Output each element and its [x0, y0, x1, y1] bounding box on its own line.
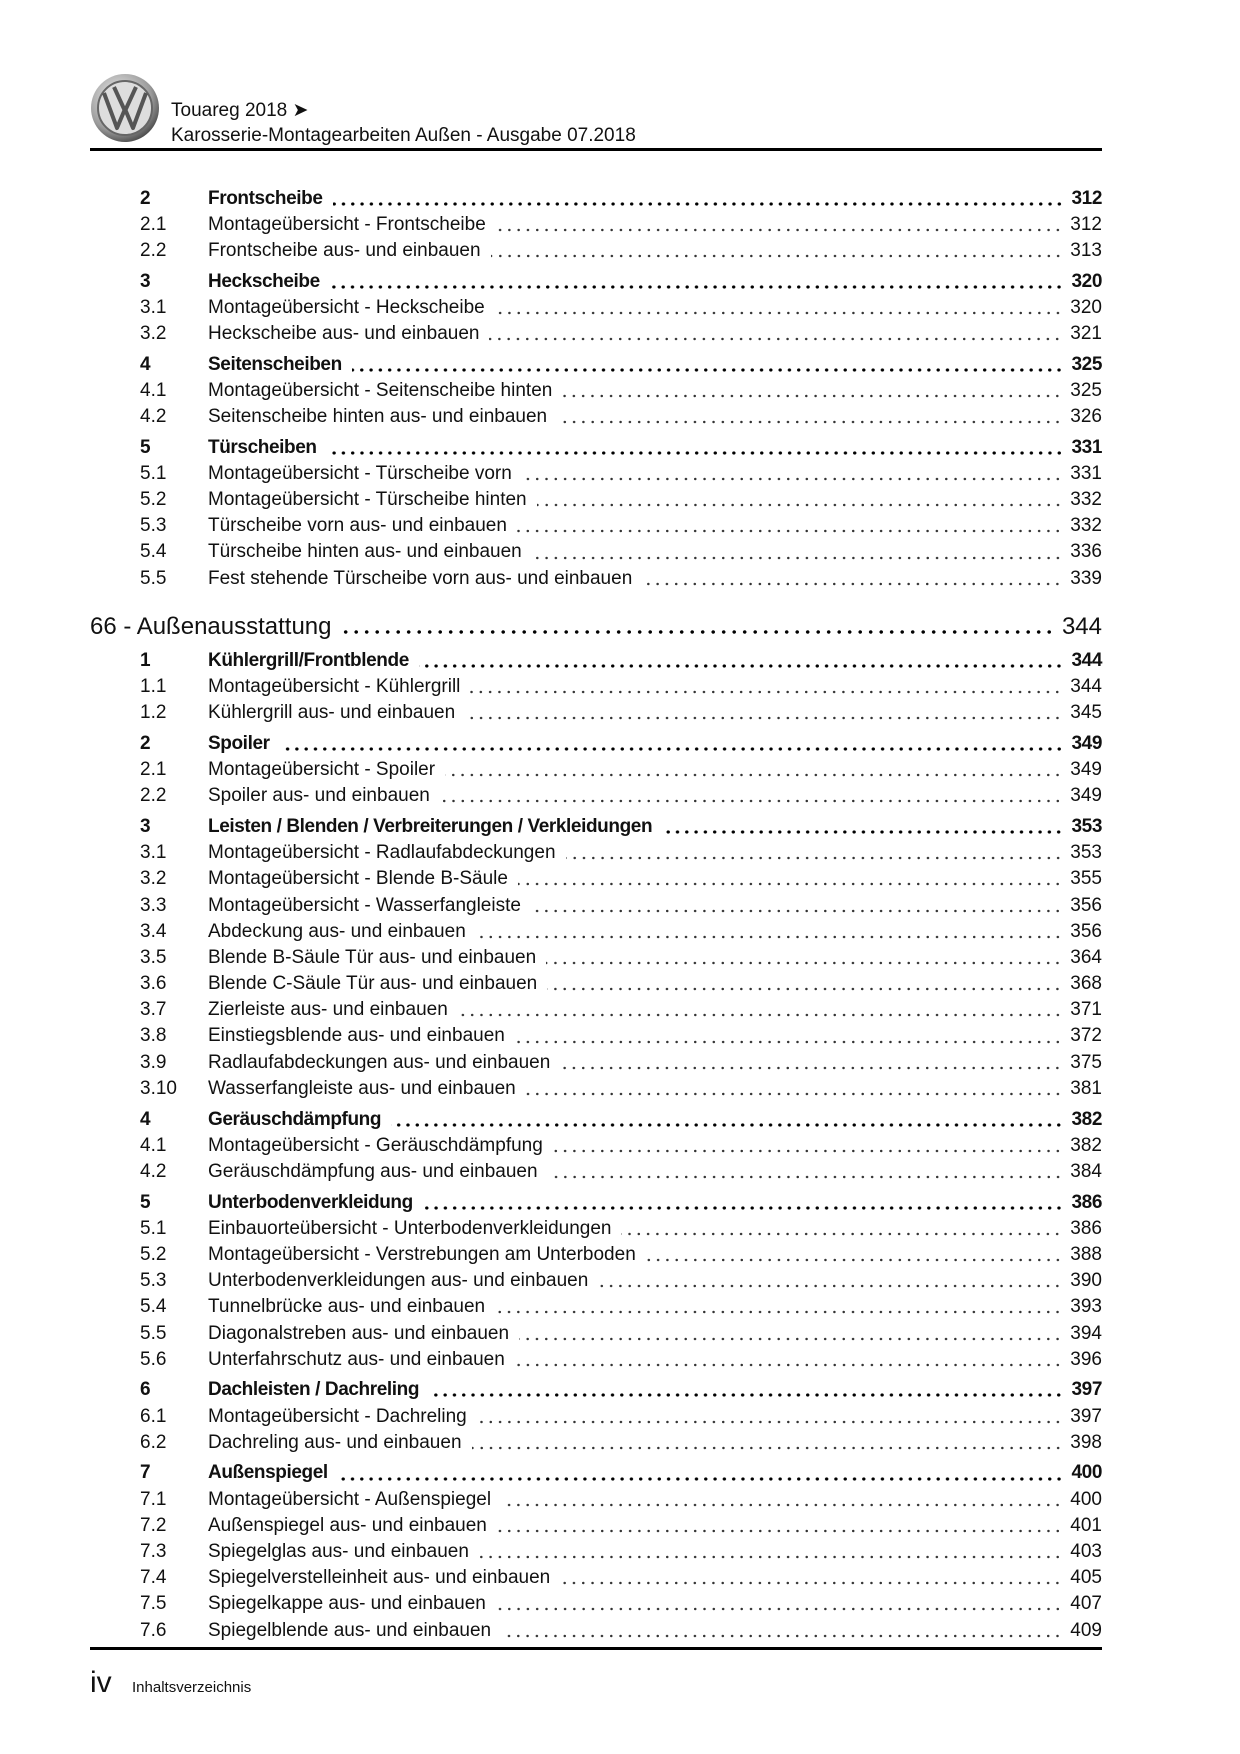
toc-page: 344 — [1070, 676, 1102, 697]
toc-page: 396 — [1070, 1348, 1102, 1370]
toc-title: Heckscheibe aus- und einbauen — [208, 322, 480, 344]
dot-leader — [445, 772, 1062, 778]
toc-number: 2.2 — [140, 239, 167, 261]
toc-section[interactable] — [90, 1190, 1102, 1216]
dot-leader — [560, 1580, 1062, 1586]
toc-entry[interactable] — [90, 1294, 1102, 1320]
toc-title: Montageübersicht - Radlaufabdeckungen — [208, 842, 556, 864]
dot-leader — [566, 855, 1063, 861]
toc-number: 5.2 — [140, 489, 167, 511]
dot-leader — [562, 393, 1062, 399]
toc-page: 331 — [1071, 436, 1102, 458]
toc-section[interactable] — [90, 731, 1102, 757]
toc-entry[interactable] — [90, 295, 1102, 321]
toc-entry[interactable] — [90, 1242, 1102, 1268]
toc-number: 7.5 — [140, 1593, 167, 1615]
dot-leader — [517, 528, 1062, 534]
dot-leader — [646, 1257, 1063, 1263]
dot-leader — [280, 746, 1064, 752]
dot-leader — [489, 336, 1062, 342]
toc-section[interactable] — [90, 352, 1102, 378]
toc-page: 405 — [1070, 1567, 1102, 1589]
toc-number: 2 — [140, 732, 151, 754]
toc-title: Geräuschdämpfung — [208, 1108, 382, 1130]
dot-leader — [338, 1476, 1064, 1482]
toc-title: Kühlergrill aus- und einbauen — [208, 702, 456, 724]
dot-leader — [642, 581, 1062, 587]
toc-page: 397 — [1070, 1405, 1102, 1427]
toc-number: 3.8 — [140, 1025, 167, 1047]
dot-leader — [537, 502, 1063, 508]
dot-leader — [352, 367, 1064, 373]
dot-leader — [515, 1039, 1062, 1045]
toc-entry[interactable] — [90, 1050, 1102, 1076]
toc-page: 313 — [1070, 239, 1102, 261]
toc-title: Blende B-Säule Tür aus- und einbauen — [208, 946, 537, 968]
toc-entry[interactable] — [90, 866, 1102, 892]
dot-leader — [553, 1148, 1062, 1154]
toc-title: Unterfahrschutz aus- und einbauen — [208, 1348, 505, 1370]
toc-title: Montageübersicht - Kühlergrill — [208, 676, 461, 697]
toc-title: Montageübersicht - Wasserfangleiste — [208, 894, 521, 916]
toc-entry[interactable] — [90, 566, 1102, 592]
toc-number: 1.2 — [140, 702, 167, 724]
toc-entry[interactable] — [90, 1404, 1102, 1430]
toc-entry[interactable] — [90, 1591, 1102, 1617]
toc-number: 3.4 — [140, 920, 167, 942]
header-divider — [90, 148, 1102, 151]
toc-page: 398 — [1070, 1431, 1102, 1453]
toc-entry[interactable] — [90, 1513, 1102, 1539]
toc-page: 349 — [1070, 785, 1102, 807]
toc-title: Montageübersicht - Blende B-Säule — [208, 868, 508, 890]
toc-entry[interactable] — [90, 321, 1102, 347]
dot-leader — [547, 986, 1062, 992]
toc-title: Spiegelblende aus- und einbauen — [208, 1619, 492, 1641]
toc-page: 386 — [1071, 1191, 1102, 1213]
toc-entry[interactable] — [90, 674, 1102, 700]
toc-title: Montageübersicht - Dachreling — [208, 1405, 467, 1427]
toc-section[interactable] — [90, 814, 1102, 840]
toc-section[interactable] — [90, 435, 1102, 461]
toc-page: 344 — [1061, 612, 1102, 640]
toc-entry[interactable] — [90, 945, 1102, 971]
toc-title: Montageübersicht - Heckscheibe — [208, 296, 485, 318]
toc-title: Seitenscheibe hinten aus- und einbauen — [208, 406, 548, 427]
toc-number: 1.1 — [140, 676, 167, 697]
toc-entry[interactable] — [90, 1618, 1102, 1644]
toc-page: 336 — [1070, 541, 1102, 563]
dot-leader — [330, 284, 1064, 290]
toc-entry[interactable] — [90, 1430, 1102, 1456]
toc-entry[interactable] — [90, 212, 1102, 238]
header-subtitle: Karosserie-Montagearbeiten Außen - Ausgabe 07.2018 — [171, 125, 636, 146]
toc-title: Blende C-Säule Tür aus- und einbauen — [208, 973, 538, 995]
toc-page: 381 — [1070, 1077, 1102, 1099]
toc-number: 1 — [140, 649, 151, 671]
toc-number: 3.6 — [140, 973, 167, 995]
toc-page: 368 — [1070, 973, 1102, 995]
toc-title: Tunnelbrücke aus- und einbauen — [208, 1296, 486, 1318]
toc-number: 5.1 — [140, 462, 167, 484]
toc-number: 5.1 — [140, 1217, 167, 1239]
dot-leader — [472, 1445, 1063, 1451]
toc-title: 66 - Außenausstattung — [90, 612, 332, 640]
toc-title: Spoiler aus- und einbauen — [208, 785, 430, 807]
toc-entry[interactable] — [90, 404, 1102, 430]
dot-leader — [497, 1528, 1062, 1534]
toc-page: 393 — [1070, 1296, 1102, 1318]
dot-leader — [662, 829, 1063, 835]
toc-number: 2 — [140, 187, 151, 209]
toc-title: Abdeckung aus- und einbauen — [208, 920, 466, 942]
toc-page: 349 — [1071, 732, 1102, 754]
dot-leader — [496, 1606, 1062, 1612]
toc-page: 388 — [1070, 1243, 1102, 1265]
toc-title: Montageübersicht - Frontscheibe — [208, 213, 486, 235]
toc-entry[interactable] — [90, 1565, 1102, 1591]
toc-title: Geräuschdämpfung aus- und einbauen — [208, 1160, 538, 1182]
toc-number: 5 — [140, 1191, 151, 1213]
dot-leader — [548, 1174, 1063, 1180]
toc-page: 331 — [1070, 462, 1102, 484]
toc-page: 390 — [1070, 1270, 1102, 1292]
dot-leader — [470, 689, 1062, 695]
dot-leader — [391, 1122, 1063, 1128]
toc-number: 2.2 — [140, 785, 167, 807]
dot-leader — [501, 1502, 1062, 1508]
table-of-contents — [90, 181, 1102, 1644]
toc-number: 2.1 — [140, 759, 167, 781]
toc-entry[interactable] — [90, 840, 1102, 866]
toc-title: Montageübersicht - Verstrebungen am Unterboden — [208, 1243, 636, 1265]
toc-number: 3.1 — [140, 842, 167, 864]
toc-page: 339 — [1070, 567, 1102, 589]
toc-page: 353 — [1070, 842, 1102, 864]
toc-page: 397 — [1071, 1379, 1102, 1401]
toc-page: 312 — [1070, 213, 1102, 235]
toc-title: Fest stehende Türscheibe vorn aus- und einbauen — [208, 567, 633, 589]
toc-title: Montageübersicht - Türscheibe hinten — [208, 489, 527, 511]
toc-page: 384 — [1070, 1160, 1102, 1182]
toc-page: 386 — [1070, 1217, 1102, 1239]
toc-page: 403 — [1070, 1541, 1102, 1562]
dot-leader — [518, 881, 1062, 887]
toc-number: 4.2 — [140, 1160, 167, 1182]
dot-leader — [560, 1065, 1062, 1071]
dot-leader — [423, 1205, 1064, 1211]
toc-entry[interactable] — [90, 487, 1102, 513]
toc-page: 394 — [1070, 1322, 1102, 1344]
toc-number: 5 — [140, 436, 151, 458]
toc-title: Frontscheibe aus- und einbauen — [208, 239, 481, 261]
footer-page-number: iv — [90, 1666, 112, 1699]
toc-page: 332 — [1070, 489, 1102, 511]
dot-leader — [495, 310, 1063, 316]
dot-leader — [477, 1419, 1063, 1425]
toc-number: 4.1 — [140, 379, 167, 401]
toc-number: 4 — [140, 353, 151, 375]
toc-page: 375 — [1070, 1051, 1102, 1073]
toc-entry[interactable] — [90, 461, 1102, 487]
dot-leader — [327, 450, 1064, 456]
toc-number: 4.1 — [140, 1134, 167, 1156]
footer-label: Inhaltsverzeichnis — [132, 1679, 252, 1696]
toc-number: 4 — [140, 1108, 151, 1130]
toc-entry[interactable] — [90, 1487, 1102, 1513]
toc-page: 400 — [1071, 1462, 1102, 1484]
toc-number: 6.1 — [140, 1405, 167, 1427]
toc-section[interactable] — [90, 1460, 1102, 1486]
toc-number: 5.6 — [140, 1348, 167, 1370]
dot-leader — [557, 419, 1062, 425]
toc-number: 3.3 — [140, 894, 167, 916]
toc-entry[interactable] — [90, 1268, 1102, 1294]
toc-entry[interactable] — [90, 1023, 1102, 1049]
toc-number: 5.5 — [140, 567, 167, 589]
toc-number: 6.2 — [140, 1431, 167, 1453]
toc-number: 3.9 — [140, 1051, 167, 1073]
toc-title: Seitenscheiben — [208, 353, 342, 375]
toc-number: 5.2 — [140, 1243, 167, 1265]
toc-section[interactable] — [90, 648, 1102, 674]
toc-title: Spiegelkappe aus- und einbauen — [208, 1593, 486, 1615]
toc-entry[interactable] — [90, 700, 1102, 726]
toc-page: 364 — [1070, 946, 1102, 968]
toc-number: 3.5 — [140, 946, 167, 968]
toc-page: 349 — [1070, 759, 1102, 781]
toc-number: 5.3 — [140, 515, 167, 537]
toc-number: 7.4 — [140, 1567, 167, 1589]
toc-number: 6 — [140, 1379, 151, 1401]
toc-title: Spiegelverstelleinheit aus- und einbauen — [208, 1567, 551, 1589]
dot-leader — [522, 476, 1062, 482]
dot-leader — [532, 555, 1063, 561]
toc-page: 400 — [1070, 1488, 1102, 1510]
toc-number: 3.2 — [140, 868, 167, 890]
toc-title: Frontscheibe — [208, 187, 323, 209]
toc-number: 3 — [140, 815, 151, 837]
toc-title: Montageübersicht - Türscheibe vorn — [208, 462, 512, 484]
toc-entry[interactable] — [90, 378, 1102, 404]
toc-page: 321 — [1070, 322, 1102, 344]
dot-leader — [519, 1336, 1062, 1342]
dot-leader — [479, 1554, 1062, 1560]
toc-entry[interactable] — [90, 919, 1102, 945]
dot-leader — [333, 201, 1064, 207]
toc-title: Wasserfangleiste aus- und einbauen — [208, 1077, 516, 1099]
dot-leader — [465, 715, 1062, 721]
toc-section[interactable] — [90, 269, 1102, 295]
toc-entry[interactable] — [90, 513, 1102, 539]
toc-title: Spiegelglas aus- und einbauen — [208, 1541, 469, 1562]
toc-entry[interactable] — [90, 757, 1102, 783]
toc-page: 382 — [1071, 1108, 1102, 1130]
toc-title: Einstiegsblende aus- und einbauen — [208, 1025, 505, 1047]
dot-leader — [495, 1309, 1062, 1315]
toc-title: Unterbodenverkleidungen aus- und einbauen — [208, 1270, 589, 1292]
toc-title: Montageübersicht - Geräuschdämpfung — [208, 1134, 543, 1156]
toc-page: 332 — [1070, 515, 1102, 537]
dot-leader — [515, 1362, 1062, 1368]
toc-title: Dachleisten / Dachreling — [208, 1379, 420, 1401]
toc-page: 325 — [1071, 353, 1102, 375]
toc-title: Diagonalstreben aus- und einbauen — [208, 1322, 510, 1344]
dot-leader — [491, 253, 1063, 259]
toc-title: Unterbodenverkleidung — [208, 1191, 413, 1213]
toc-number: 3.10 — [140, 1077, 177, 1099]
toc-title: Montageübersicht - Außenspiegel — [208, 1488, 492, 1510]
toc-page: 401 — [1070, 1514, 1102, 1536]
toc-number: 7.1 — [140, 1488, 167, 1510]
toc-page: 320 — [1071, 270, 1102, 292]
toc-number: 5.4 — [140, 1296, 167, 1318]
toc-title: Außenspiegel — [208, 1462, 328, 1484]
dot-leader — [598, 1283, 1062, 1289]
toc-number: 5.3 — [140, 1270, 167, 1292]
dot-leader — [621, 1231, 1062, 1237]
toc-number: 3.7 — [140, 999, 167, 1021]
toc-title: Heckscheibe — [208, 270, 320, 292]
toc-title: Türscheibe vorn aus- und einbauen — [208, 515, 507, 537]
toc-entry[interactable] — [90, 1133, 1102, 1159]
vw-logo — [90, 73, 160, 143]
toc-page: 312 — [1071, 187, 1102, 209]
dot-leader — [458, 1012, 1063, 1018]
toc-title: Zierleiste aus- und einbauen — [208, 999, 448, 1021]
toc-title: Außenspiegel aus- und einbauen — [208, 1514, 487, 1536]
toc-page: 382 — [1070, 1134, 1102, 1156]
toc-page: 326 — [1070, 406, 1102, 427]
toc-page: 355 — [1070, 868, 1102, 890]
toc-entry[interactable] — [90, 238, 1102, 264]
toc-entry[interactable] — [90, 1347, 1102, 1373]
toc-title: Einbauorteübersicht - Unterbodenverkleidungen — [208, 1217, 612, 1239]
toc-title: Kühlergrill/Frontblende — [208, 649, 409, 671]
toc-page: 356 — [1070, 920, 1102, 942]
toc-page: 356 — [1070, 894, 1102, 916]
toc-title: Montageübersicht - Seitenscheibe hinten — [208, 379, 553, 401]
toc-title: Montageübersicht - Spoiler — [208, 759, 436, 781]
dot-leader — [531, 908, 1062, 914]
toc-title: Türscheiben — [208, 436, 317, 458]
toc-number: 7.2 — [140, 1514, 167, 1536]
footer-divider — [90, 1647, 1102, 1650]
toc-entry[interactable] — [90, 971, 1102, 997]
dot-leader — [419, 663, 1064, 669]
toc-number: 5.4 — [140, 541, 167, 563]
toc-entry[interactable] — [90, 1159, 1102, 1185]
dot-leader — [546, 960, 1062, 966]
toc-title: Leisten / Blenden / Verbreiterungen / Verkleidungen — [208, 815, 653, 837]
toc-title: Radlaufabdeckungen aus- und einbauen — [208, 1051, 551, 1073]
toc-page: 409 — [1070, 1619, 1102, 1641]
toc-page: 345 — [1070, 702, 1102, 724]
toc-section[interactable] — [90, 1377, 1102, 1403]
toc-entry[interactable] — [90, 893, 1102, 919]
toc-entry[interactable] — [90, 1539, 1102, 1565]
toc-page: 353 — [1071, 815, 1102, 837]
dot-leader — [342, 629, 1054, 635]
toc-page: 325 — [1070, 379, 1102, 401]
toc-page: 407 — [1070, 1593, 1102, 1615]
toc-number: 3.1 — [140, 296, 167, 318]
toc-number: 3.2 — [140, 322, 167, 344]
toc-entry[interactable] — [90, 997, 1102, 1023]
toc-page: 371 — [1070, 999, 1102, 1021]
toc-section[interactable] — [90, 1107, 1102, 1133]
toc-entry[interactable] — [90, 1076, 1102, 1102]
toc-number: 5.5 — [140, 1322, 167, 1344]
dot-leader — [501, 1633, 1062, 1639]
toc-title: Türscheibe hinten aus- und einbauen — [208, 541, 522, 563]
toc-number: 3 — [140, 270, 151, 292]
toc-number: 7 — [140, 1462, 151, 1484]
dot-leader — [496, 227, 1063, 233]
toc-page: 344 — [1071, 649, 1102, 671]
toc-title: Spoiler — [208, 732, 270, 754]
dot-leader — [429, 1392, 1063, 1398]
dot-leader — [526, 1091, 1063, 1097]
toc-entry[interactable] — [90, 1321, 1102, 1347]
toc-chapter[interactable] — [90, 609, 1102, 645]
toc-number: 7.6 — [140, 1619, 167, 1641]
toc-number: 7.3 — [140, 1541, 167, 1562]
toc-page: 372 — [1070, 1025, 1102, 1047]
toc-entry[interactable] — [90, 539, 1102, 565]
toc-page: 320 — [1070, 296, 1102, 318]
toc-entry[interactable] — [90, 1216, 1102, 1242]
header-model: Touareg 2018 ➤ — [171, 100, 309, 121]
toc-entry[interactable] — [90, 783, 1102, 809]
toc-number: 4.2 — [140, 406, 167, 427]
toc-title: Dachreling aus- und einbauen — [208, 1431, 462, 1453]
toc-section[interactable] — [90, 186, 1102, 212]
toc-number: 2.1 — [140, 213, 167, 235]
dot-leader — [440, 798, 1062, 804]
dot-leader — [476, 934, 1063, 940]
